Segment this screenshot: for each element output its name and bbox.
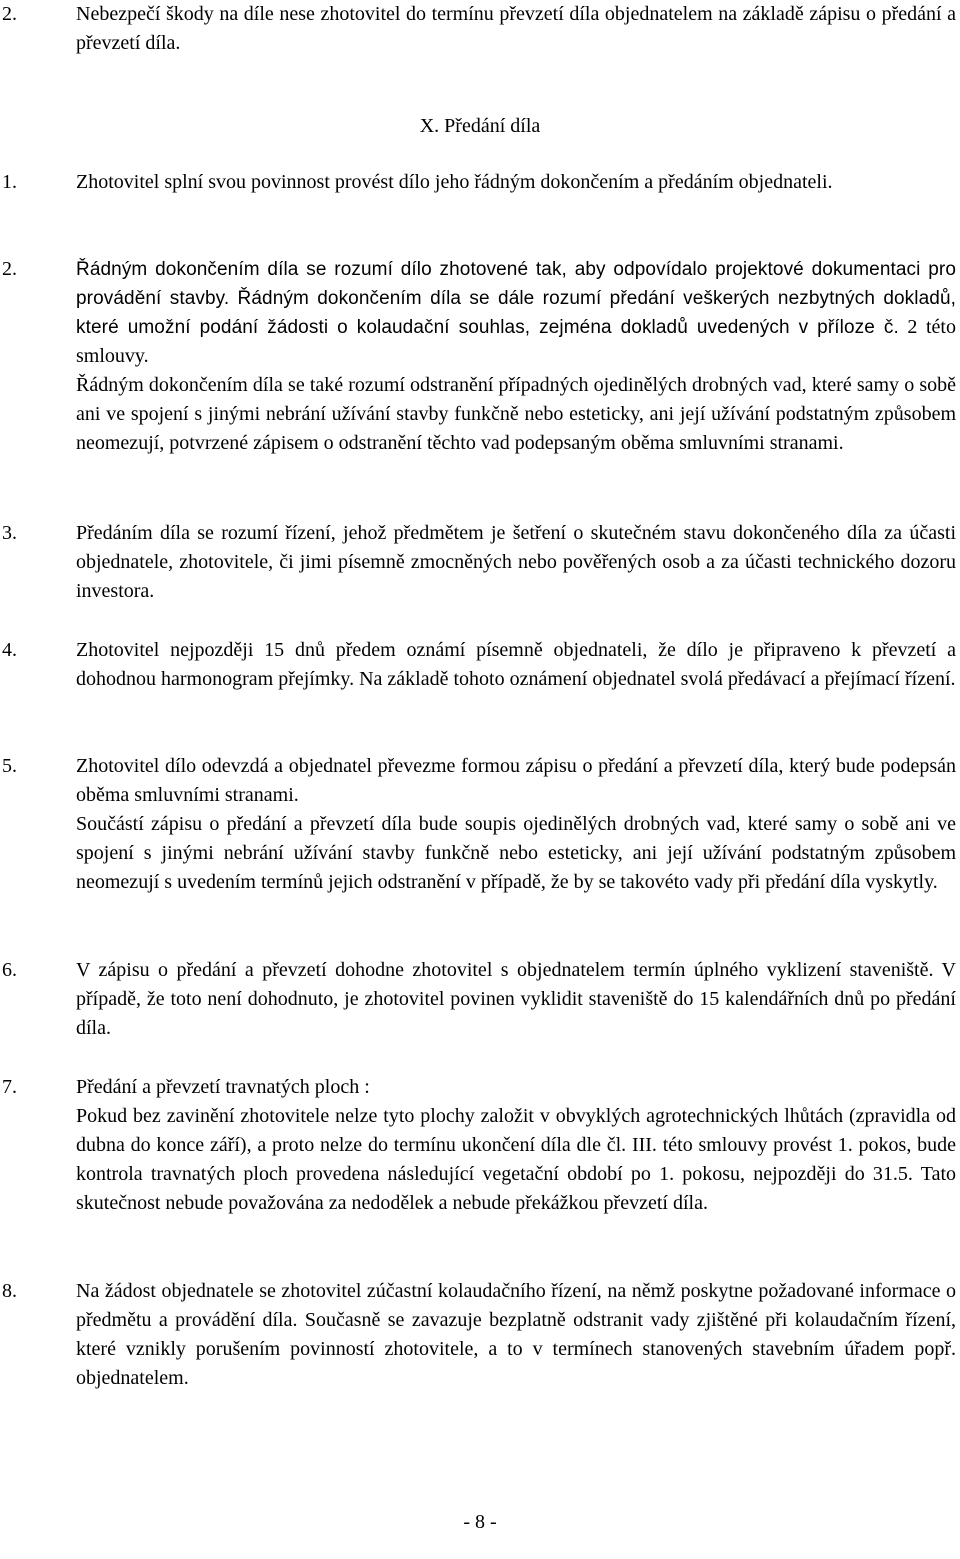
clause-text: Na žádost objednatele se zhotovitel zúčastní kolaudačního řízení, na němž poskytne požadované informace o předmětu a provádění díla. Současně se zavazuje bezplatně odstranit vady zjištěné při kolaudačním řízení, které vznikly porušením povinností zhotovitele, a to v termínech stanovených stavebním úřadem popř. objednatelem. [76, 1280, 956, 1389]
clause-number: 2. [2, 3, 17, 25]
clause-text: Nebezpečí škody na díle nese zhotovitel do termínu převzetí díla objednatelem na základě zápisu o předání a převzetí díla. [76, 3, 956, 54]
clause-text-2: Pokud bez zavinění zhotovitele nelze tyto plochy založit v obvyklých agrotechnických lhůtách (zpravidla od dubna do konce září), a proto nelze do termínu ukončení díla dle čl. III. této smlouvy provést 1. pokos, bude kontrola travnatých ploch provedena následující vegetační období po 1. pokosu, nejpozději do 31.5. Tato skutečnost nebude považována za nedodělek a nebude překážkou převzetí díla. [76, 1105, 956, 1214]
intro-clause [0, 0, 960, 58]
clause-text: Zhotovitel dílo odevzdá a objednatel převezme formou zápisu o předání a převzetí díla, který bude podepsán oběma smluvními stranami. [76, 755, 956, 806]
clause-number: 7. [2, 1076, 17, 1098]
clause-text-tail: 2 této smlouvy. [76, 316, 956, 367]
clause-number: 4. [2, 639, 17, 661]
clause-text: Předáním díla se rozumí řízení, jehož předmětem je šetření o skutečném stavu dokončeného díla za účasti objednatele, zhotovitele, či jimi písemně zmocněných nebo pověřených osob a za účasti technického dozoru investora. [76, 522, 956, 602]
clause-number: 2. [2, 258, 17, 280]
clause-text: Zhotovitel nejpozději 15 dnů předem oznámí písemně objednateli, že dílo je připraveno k převzetí a dohodnou harmonogram přejímky. Na základě tohoto oznámení objednatel svolá předávací a přejímací řízení. [76, 639, 956, 690]
clause-text: Zhotovitel splní svou povinnost provést dílo jeho řádným dokončením a předáním objednateli. [76, 171, 833, 193]
clause-number: 3. [2, 522, 17, 544]
clause-1 [0, 168, 960, 197]
clause-number: 5. [2, 755, 17, 777]
section-heading [0, 112, 960, 141]
clause-4 [0, 636, 960, 694]
clause-text-2: Řádným dokončením díla se také rozumí odstranění případných ojedinělých drobných vad, které samy o sobě ani ve spojení s jinými nebrání užívání stavby funkčně nebo esteticky, ani její užívání podstatným způsobem neomezují, potvrzené zápisem o odstranění těchto vad podepsaným oběma smluvními stranami. [76, 374, 956, 454]
clause-8 [0, 1277, 960, 1393]
page-number: - 8 - [463, 1511, 497, 1533]
clause-number: 1. [2, 171, 17, 193]
section-heading-text: X. Předání díla [419, 115, 541, 137]
clause-text: Předání a převzetí travnatých ploch : [76, 1076, 370, 1098]
clause-2 [0, 255, 960, 458]
clause-7 [0, 1073, 960, 1218]
clause-text: V zápisu o předání a převzetí dohodne zhotovitel s objednatelem termín úplného vyklizení staveniště. V případě, že toto není dohodnuto, je zhotovitel povinen vyklidit staveniště do 15 kalendářních dnů po předání díla. [76, 959, 956, 1039]
clause-3 [0, 519, 960, 606]
clause-number: 6. [2, 959, 17, 981]
clause-6 [0, 956, 960, 1043]
clause-text [76, 255, 956, 371]
clause-text-2: Součástí zápisu o předání a převzetí díla bude soupis ojedinělých drobných vad, které samy o sobě ani ve spojení s jinými nebrání užívání stavby funkčně nebo esteticky, ani její užívání podstatným způsobem neomezují s uvedením termínů jejich odstranění v případě, že by se takovéto vady při předání díla vyskytly. [76, 813, 956, 893]
clause-text-sans: Řádným dokončením díla se rozumí dílo zhotovené tak, aby odpovídalo projektové dokumentaci pro provádění stavby. Řádným dokončením díla se dále rozumí předání veškerých nezbytných dokladů, které umožní podání žádosti o kolaudační souhlas, zejména dokladů uvedených v příloze č. [76, 259, 956, 338]
clause-number: 8. [2, 1280, 17, 1302]
clause-5 [0, 752, 960, 897]
